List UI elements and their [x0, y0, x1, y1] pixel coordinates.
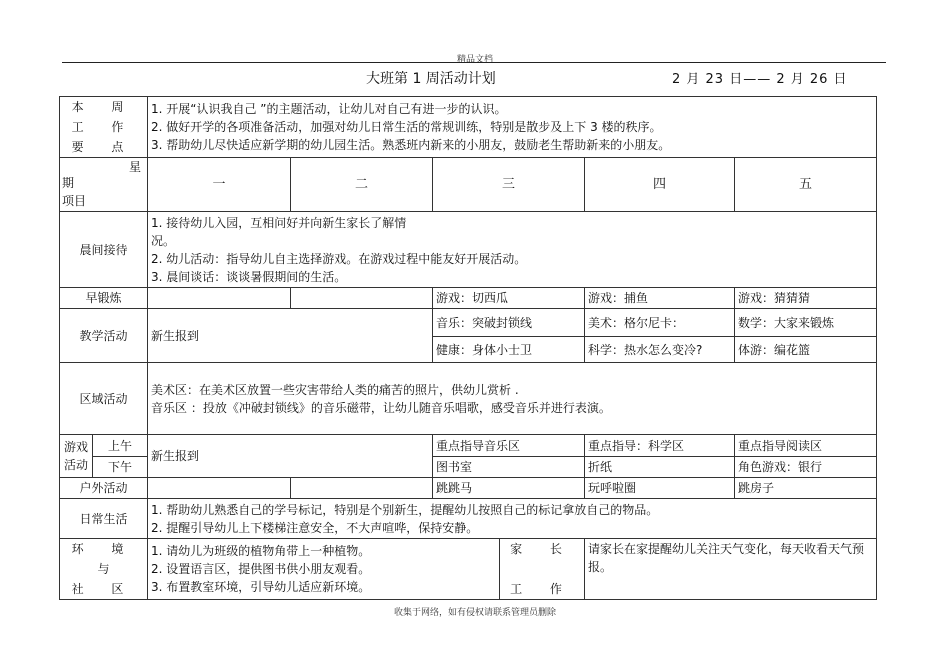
outdoor-tue [291, 478, 433, 499]
area-activity-content: 美术区：在美术区放置一些灾害带给人类的痛苦的照片，供幼儿赏析 . 音乐区 ：投放《冲破封锁线》的音乐磁带，让幼儿随音乐唱歌，感受音乐并进行表演。 [148, 363, 877, 435]
teaching-wed-1: 音乐：突破封锁线 [433, 309, 585, 337]
morning-reception-label: 晨间接待 [60, 212, 148, 288]
environment-content: 1. 请幼儿为班级的植物角带上一种植物。 2. 设置语言区，提供图书供小朋友观看。 3. 布置教室环境，引导幼儿适应新环境。 [148, 539, 500, 600]
game-pm-wed: 图书室 [433, 457, 585, 478]
morning-reception-row [60, 212, 877, 288]
weekday-wed: 三 [433, 158, 585, 212]
morning-exercise-thu: 游戏：捕鱼 [585, 288, 735, 309]
game-pm-fri: 角色游戏：银行 [735, 457, 877, 478]
outdoor-thu: 玩呼啦圈 [585, 478, 735, 499]
daily-life-row [60, 499, 877, 539]
game-am-fri: 重点指导阅读区 [735, 435, 877, 457]
game-pm-thu: 折纸 [585, 457, 735, 478]
teaching-fri-2: 体游：编花篮 [735, 337, 877, 363]
teaching-left: 新生报到 [148, 309, 433, 363]
goal-item: 2. 做好开学的各项准备活动，加强对幼儿日常生活的常规训练，特别是散步及上下 3 楼的秩序。 [151, 120, 662, 134]
game-afternoon-label: 下午 [93, 457, 148, 478]
teaching-row-1 [60, 309, 877, 337]
teaching-wed-2: 健康：身体小士卫 [433, 337, 585, 363]
parents-content: 请家长在家提醒幼儿关注天气变化，每天收看天气预报。 [585, 539, 877, 600]
weekday-tue: 二 [291, 158, 433, 212]
game-am-wed: 重点指导音乐区 [433, 435, 585, 457]
goal-item: 3. 帮助幼儿尽快适应新学期的幼儿园生活。熟悉班内新来的小朋友，鼓励老生帮助新来的小朋友。 [151, 138, 671, 152]
outdoor-fri: 跳房子 [735, 478, 877, 499]
game-left: 新生报到 [148, 435, 433, 478]
area-activity-label: 区域活动 [60, 363, 148, 435]
page-title: 大班第 1 周活动计划 [366, 71, 496, 87]
outdoor-wed: 跳跳马 [433, 478, 585, 499]
morning-reception-content: 1. 接待幼儿入园，互相问好并向新生家长了解情 况。 2. 幼儿活动：指导幼儿自主选择游戏。在游戏过程中能友好开展活动。 3. 晨间谈话：谈谈暑假期间的生活。 [148, 212, 877, 288]
outdoor-mon [148, 478, 291, 499]
corner-cell: 星 期 项目 [60, 158, 148, 212]
weekday-mon: 一 [148, 158, 291, 212]
header-note: 精品文档 [456, 55, 493, 65]
goals-content [148, 97, 877, 158]
game-row-am [60, 435, 877, 457]
goals-row [60, 97, 877, 158]
parents-label: 家 长 工 作 [500, 539, 585, 600]
teaching-thu-1: 美术：格尔尼卡： [585, 309, 735, 337]
morning-exercise-fri: 游戏：猜猜猜 [735, 288, 877, 309]
morning-exercise-row [60, 288, 877, 309]
teaching-fri-1: 数学：大家来锻炼 [735, 309, 877, 337]
morning-exercise-mon [148, 288, 291, 309]
outdoor-label: 户外活动 [60, 478, 148, 499]
morning-exercise-label: 早锻炼 [60, 288, 148, 309]
morning-exercise-tue [291, 288, 433, 309]
game-morning-label: 上午 [93, 435, 148, 457]
weekday-header-row [60, 158, 877, 212]
goals-label: 本 周 工 作 要 点 [60, 97, 148, 158]
environment-label: 环 境 与 社 区 [60, 539, 148, 600]
area-activity-row [60, 363, 877, 435]
weekday-thu: 四 [585, 158, 735, 212]
weekday-fri: 五 [735, 158, 877, 212]
daily-life-label: 日常生活 [60, 499, 148, 539]
daily-life-content: 1. 帮助幼儿熟悉自己的学号标记，特别是个别新生，提醒幼儿按照自己的标记拿放自己的物品。 2. 提醒引导幼儿上下楼梯注意安全，不大声喧哗，保持安静。 [148, 499, 877, 539]
weekly-plan-table [59, 96, 877, 600]
header-divider [62, 62, 886, 63]
environment-row [60, 539, 877, 600]
outdoor-row [60, 478, 877, 499]
teaching-thu-2: 科学：热水怎么变冷? [585, 337, 735, 363]
goal-item: 1. 开展“认识我自己 ”的主题活动，让幼儿对自己有进一步的认识。 [151, 102, 507, 116]
game-am-thu: 重点指导：科学区 [585, 435, 735, 457]
date-range: 2 月 23 日—— 2 月 26 日 [672, 72, 848, 87]
footer-note: 收集于网络，如有侵权请联系管理员删除 [393, 608, 556, 618]
morning-exercise-wed: 游戏：切西瓜 [433, 288, 585, 309]
game-label: 游戏 活动 [60, 435, 93, 478]
teaching-label: 教学活动 [60, 309, 148, 363]
